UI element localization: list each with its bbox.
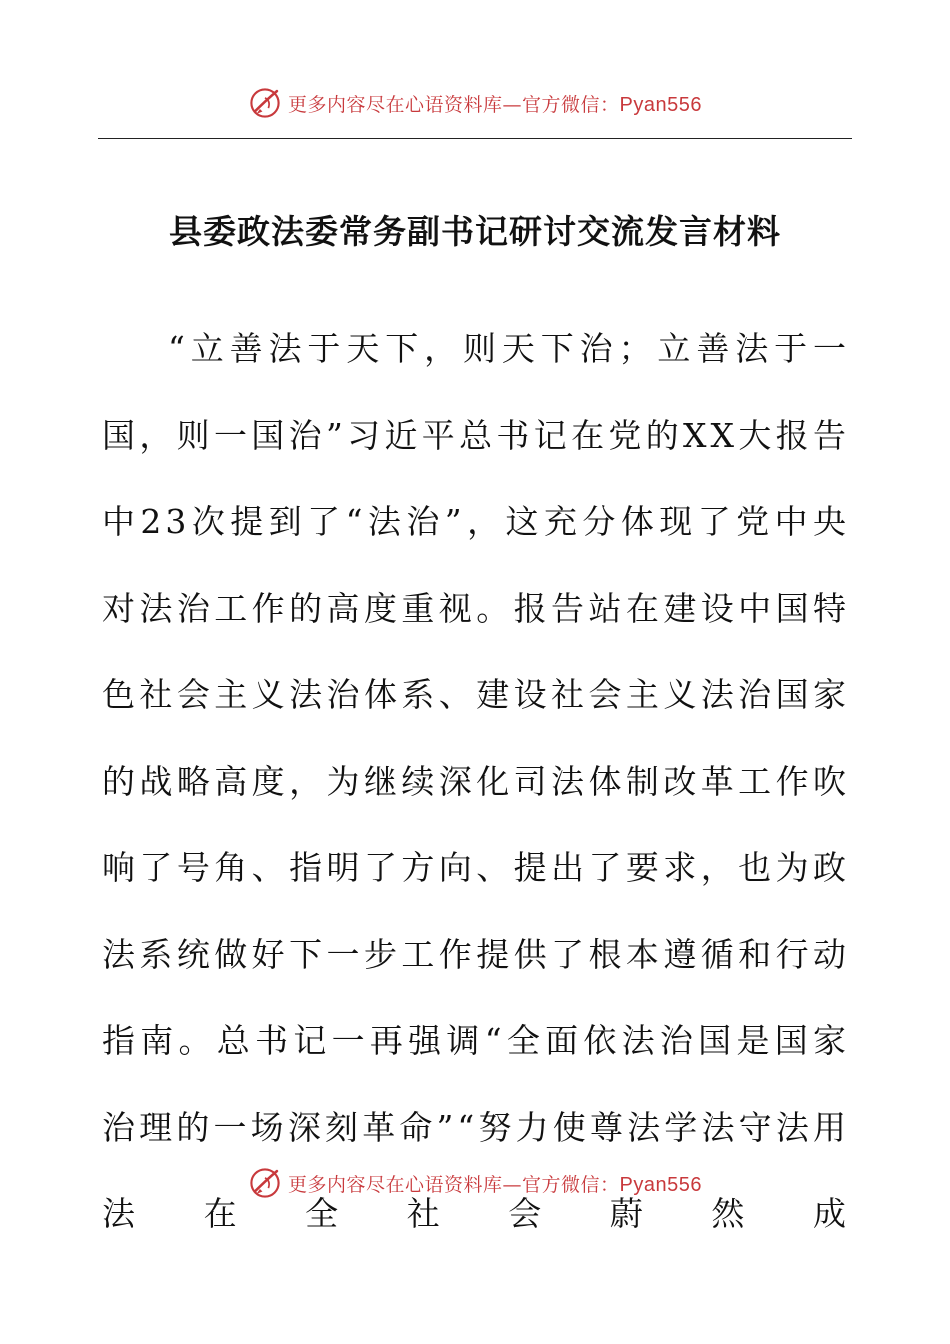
pen-logo-icon — [248, 86, 282, 120]
footer-banner — [0, 1166, 950, 1200]
document-title: 县委政法委常务副书记研讨交流发言材料 — [169, 212, 781, 251]
body-paragraph: “立善法于天下，则天下治；立善法于一国，则一国治”习近平总书记在党的XX大报告中23次提到了“法治”，这充分体现了党中央对法治工作的高度重视。报告站在建设中国特色社会主义法治体系、建设社会主义法治国家的战略高度，为继续深化司法体制改革工作吹响了号角、指明了方向、提出了要求，也为政法系统做好下一步工作提供了根本遵循和行动指南。总书记一再强调“全面依法治国是国家治理的一场深刻革命”“努力使尊法学法守法用法在全社会蔚然成 — [102, 329, 850, 1233]
banner-wechat-handle: Pyan556 — [619, 93, 702, 116]
banner-text — [288, 90, 702, 117]
banner-label: 更多内容尽在心语资料库—官方微信： — [288, 1173, 620, 1196]
banner-text — [288, 1170, 702, 1197]
banner-label: 更多内容尽在心语资料库—官方微信： — [288, 93, 620, 116]
pen-logo-icon — [248, 1166, 282, 1200]
banner-wechat-handle: Pyan556 — [619, 1173, 702, 1196]
header-divider — [98, 138, 852, 139]
header-banner — [0, 86, 950, 120]
